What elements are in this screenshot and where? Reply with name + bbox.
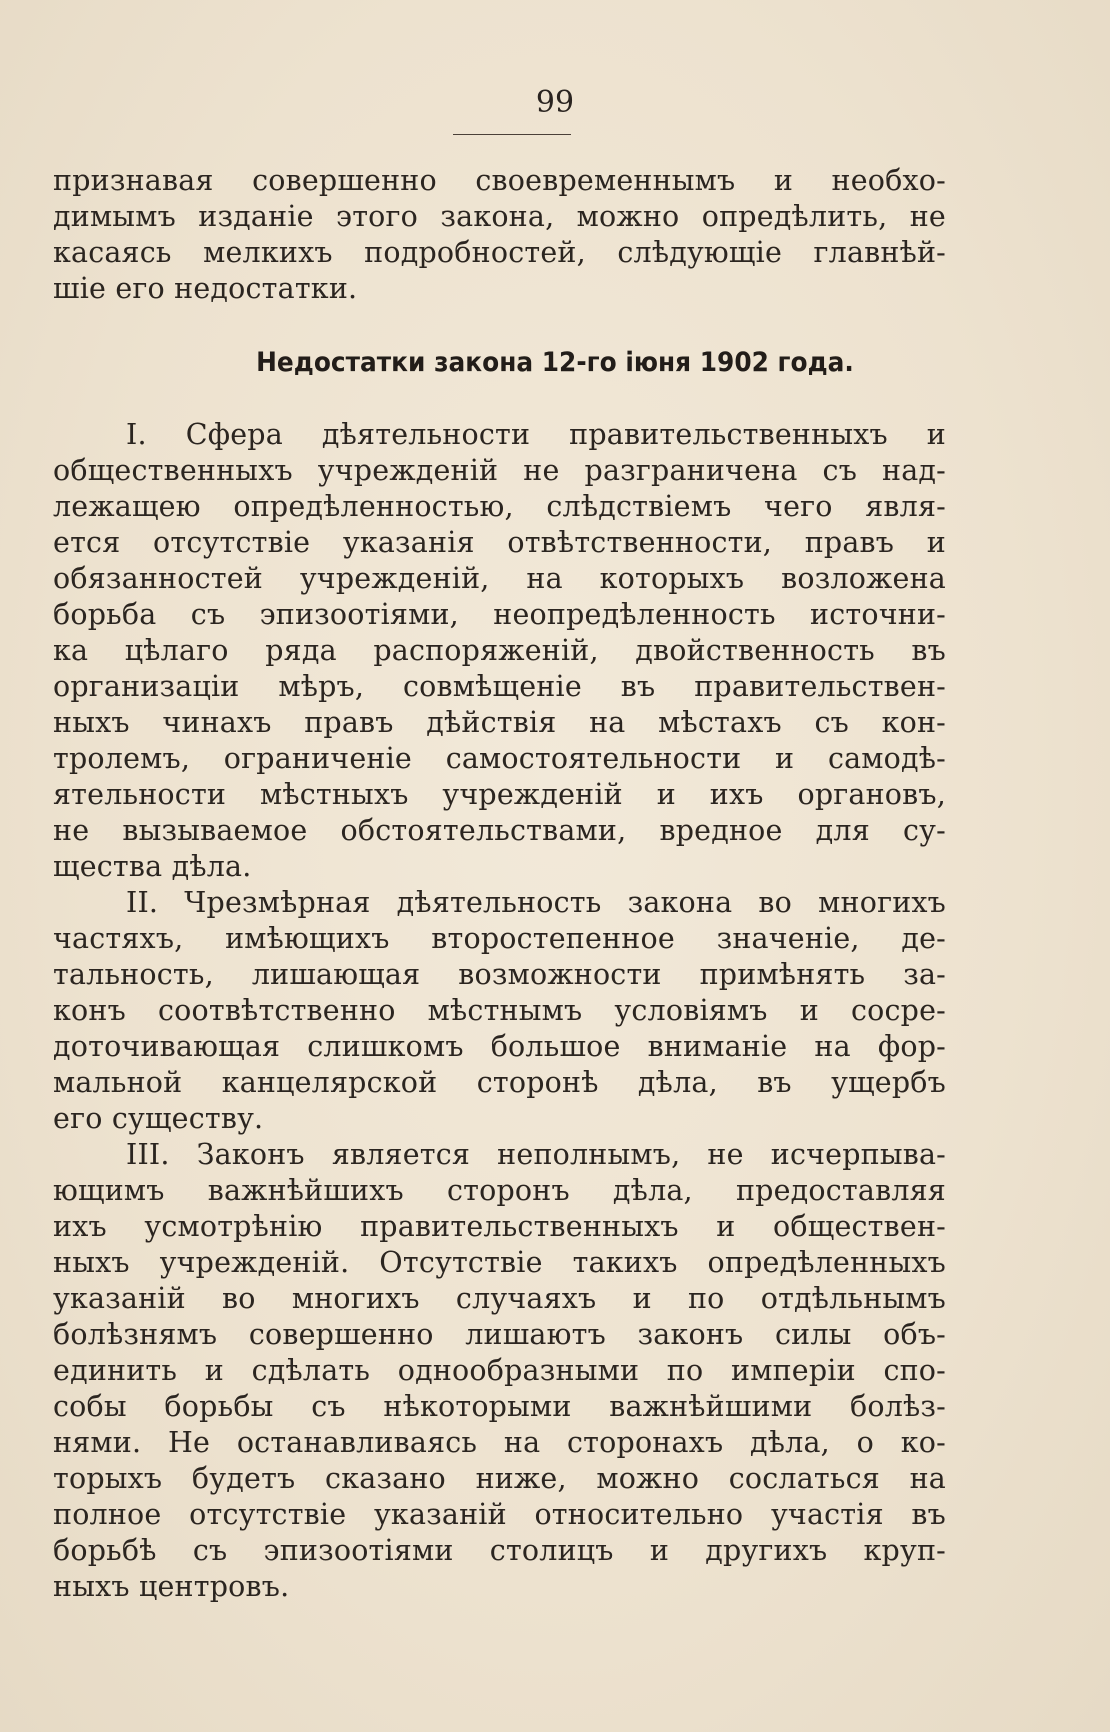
text-line: лежащею опредѣленностью, слѣдствіемъ чего явля- [53,490,946,523]
text-line: собы борьбы съ нѣкоторыми важнѣйшими болѣз- [53,1390,946,1423]
text-line: I. Сфера дѣятельности правительственныхъ и [126,418,946,451]
text-line: ющимъ важнѣйшихъ сторонъ дѣла, предоставляя [53,1174,946,1207]
text-line: II. Чрезмѣрная дѣятельность закона во многихъ [126,886,946,919]
text-line: димымъ изданіе этого закона, можно опредѣлить, не [53,200,946,233]
text-line: общественныхъ учрежденій не разграничена съ над- [53,454,946,487]
text-line: щества дѣла. [53,850,252,883]
text-line: его существу. [53,1102,264,1135]
text-line: тальность, лишающая возможности примѣнять за- [53,958,946,991]
text-line: борьбѣ съ эпизоотіями столицъ и другихъ круп- [53,1534,946,1567]
text-line: доточивающая слишкомъ большое вниманіе на фор- [53,1030,946,1063]
text-line: единить и сдѣлать однообразными по имперіи спо- [53,1354,946,1387]
header-rule [453,134,571,135]
text-line: ка цѣлаго ряда распоряженій, двойственность въ [53,634,946,667]
text-line: III. Законъ является неполнымъ, не исчерпыва- [126,1138,946,1171]
text-line: торыхъ будетъ сказано ниже, можно сослаться на [53,1462,946,1495]
text-line: конъ соотвѣтственно мѣстнымъ условіямъ и сосре- [53,994,946,1027]
text-line: указаній во многихъ случаяхъ и по отдѣльнымъ [53,1282,946,1315]
text-line: ныхъ учрежденій. Отсутствіе такихъ опредѣленныхъ [53,1246,946,1279]
text-line: обязанностей учрежденій, на которыхъ возложена [53,562,946,595]
text-line: мальной канцелярской сторонѣ дѣла, въ ущербъ [53,1066,946,1099]
text-line: борьба съ эпизоотіями, неопредѣленность источни- [53,598,946,631]
text-line: не вызываемое обстоятельствами, вредное для су- [53,814,946,847]
text-line: ныхъ центровъ. [53,1570,290,1603]
text-line: признавая совершенно своевременнымъ и необхо- [53,164,946,197]
section-heading: Недостатки закона 12-го іюня 1902 года. [256,347,854,378]
text-line: ныхъ чинахъ правъ дѣйствія на мѣстахъ съ кон- [53,706,946,739]
text-line: шіе его недостатки. [53,272,358,305]
intro-paragraph [53,163,946,307]
text-line: нями. Не останавливаясь на сторонахъ дѣла, о ко- [53,1426,946,1459]
text-line: ется отсутствіе указанія отвѣтственности, правъ и [53,526,946,559]
text-line: организаціи мѣръ, совмѣщеніе въ правительствен- [53,670,946,703]
text-line: частяхъ, имѣющихъ второстепенное значеніе, де- [53,922,946,955]
text-line: ихъ усмотрѣнію правительственныхъ и обществен- [53,1210,946,1243]
body-text [53,417,946,1605]
text-line: тролемъ, ограниченіе самостоятельности и самодѣ- [53,742,946,775]
text-line: касаясь мелкихъ подробностей, слѣдующіе главнѣй- [53,236,946,269]
text-line: полное отсутствіе указаній относительно участія въ [53,1498,946,1531]
text-line: болѣзнямъ совершенно лишаютъ законъ силы объ- [53,1318,946,1351]
text-line: ятельности мѣстныхъ учрежденій и ихъ органовъ, [53,778,946,811]
page-number: 99 [535,85,575,120]
